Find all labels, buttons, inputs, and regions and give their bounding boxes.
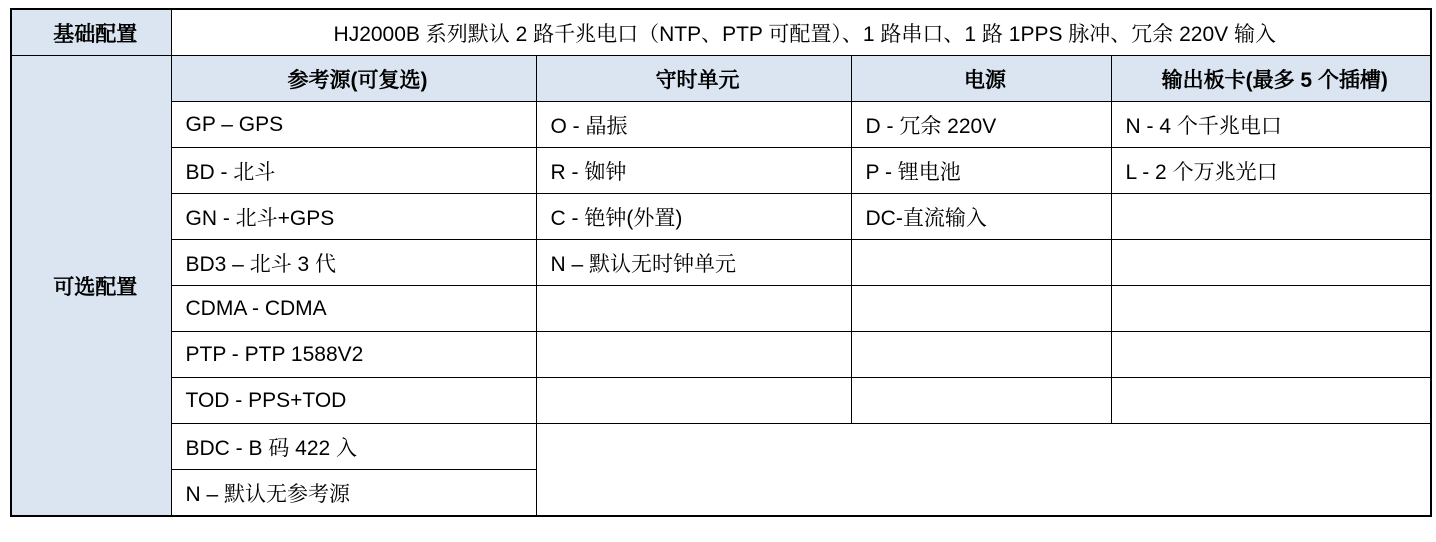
table-cell [1111, 194, 1431, 240]
table-cell: GP – GPS [171, 102, 536, 148]
table-row [11, 194, 1431, 240]
column-header-row [11, 56, 1431, 102]
table-cell [851, 378, 1111, 424]
column-header-timekeeping-unit: 守时单元 [536, 56, 851, 102]
column-header-power: 电源 [851, 56, 1111, 102]
table-row [11, 240, 1431, 286]
table-row [11, 148, 1431, 194]
table-cell: GN - 北斗+GPS [171, 194, 536, 240]
table-cell [536, 332, 851, 378]
table-row [11, 378, 1431, 424]
base-config-label: 基础配置 [11, 9, 171, 56]
table-cell [851, 332, 1111, 378]
table-cell [1111, 286, 1431, 332]
merged-empty-cell [536, 424, 1431, 517]
table-cell: N – 默认无时钟单元 [536, 240, 851, 286]
optional-config-label: 可选配置 [11, 56, 171, 517]
table-cell: DC-直流输入 [851, 194, 1111, 240]
table-cell [1111, 378, 1431, 424]
base-config-description: HJ2000B 系列默认 2 路千兆电口（NTP、PTP 可配置）、1 路串口、1 路 1PPS 脉冲、冗余 220V 输入 [171, 9, 1431, 56]
table-row [11, 102, 1431, 148]
table-cell: R - 铷钟 [536, 148, 851, 194]
table-cell [851, 286, 1111, 332]
table-cell: BD3 – 北斗 3 代 [171, 240, 536, 286]
table-cell: TOD - PPS+TOD [171, 378, 536, 424]
table-cell: P - 锂电池 [851, 148, 1111, 194]
table-row [11, 332, 1431, 378]
table-cell: PTP - PTP 1588V2 [171, 332, 536, 378]
table-cell: BDC - B 码 422 入 [171, 424, 536, 470]
column-header-reference-source: 参考源(可复选) [171, 56, 536, 102]
config-table [10, 8, 1432, 517]
table-row [11, 286, 1431, 332]
base-config-row [11, 9, 1431, 56]
table-cell: CDMA - CDMA [171, 286, 536, 332]
table-cell: N – 默认无参考源 [171, 470, 536, 517]
table-cell: C - 铯钟(外置) [536, 194, 851, 240]
table-cell [536, 378, 851, 424]
table-cell: BD - 北斗 [171, 148, 536, 194]
column-header-output-board: 输出板卡(最多 5 个插槽) [1111, 56, 1431, 102]
table-row [11, 424, 1431, 470]
table-cell [1111, 240, 1431, 286]
table-cell: N - 4 个千兆电口 [1111, 102, 1431, 148]
table-cell [1111, 332, 1431, 378]
table-cell: L - 2 个万兆光口 [1111, 148, 1431, 194]
table-cell: D - 冗余 220V [851, 102, 1111, 148]
table-cell [536, 286, 851, 332]
table-cell: O - 晶振 [536, 102, 851, 148]
table-cell [851, 240, 1111, 286]
